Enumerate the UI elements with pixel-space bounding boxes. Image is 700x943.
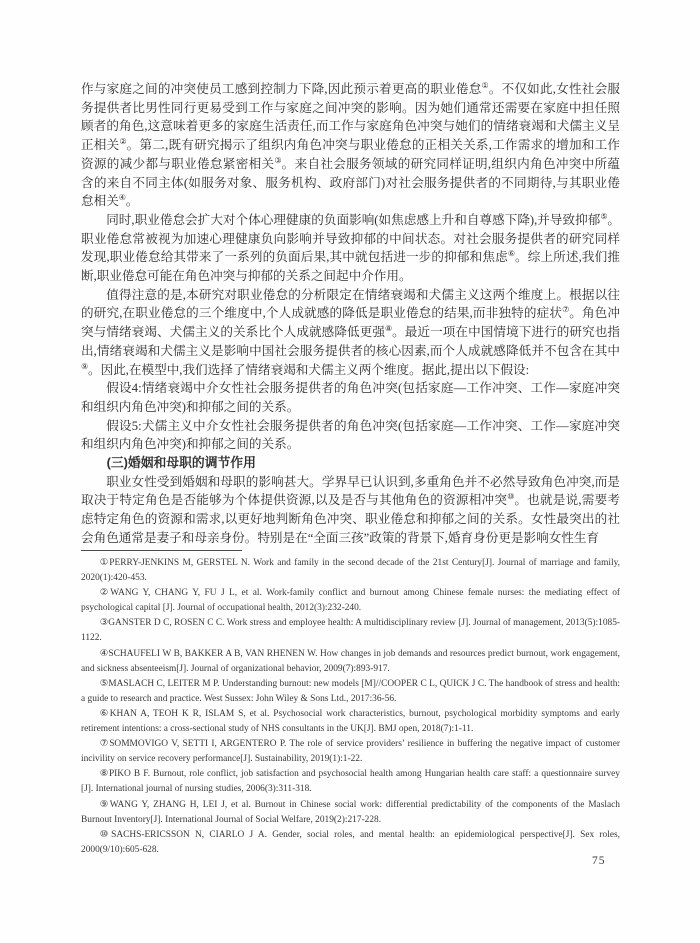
footnote-4: ④SCHAUFELI W B, BAKKER A B, VAN RHENEN W. How changes in job demands and resources predict burnout, work engagement, and sickness absenteeism[J]. Journal of organizational behavior, 2009(7):893-917. <box>81 648 620 674</box>
hypothesis-5-paragraph: 假设5:犬儒主义中介女性社会服务提供者的角色冲突(包括家庭—工作冲突、工作—家庭冲突和组织内角色冲突)和抑郁之间的关系。 <box>81 418 620 452</box>
footnote-9: ⑨WANG Y, ZHANG H, LEI J, et al. Burnout in Chinese social work: differential predictability of the components of the Maslach Burnout Inventory[J]. International Journal of Social Welfare, 2019(2):217-228. <box>81 799 620 825</box>
hypothesis-4-paragraph: 假设4:情绪衰竭中介女性社会服务提供者的角色冲突(包括家庭—工作冲突、工作—家庭冲突和组织内角色冲突)和抑郁之间的关系。 <box>81 381 620 414</box>
footnote-2: ②WANG Y, CHANG Y, FU J L, et al. Work-family conflict and burnout among Chinese female nurses: the mediating effect of psychological capital [J]. Journal of occupational health, 2012(3):232-240. <box>81 588 620 614</box>
footnote-10: ⑩SACHS-ERICSSON N, CIARLO J A. Gender, social roles, and mental health: an epidemiological perspective[J]. Sex roles, 2000(9/10):605-628. <box>81 829 620 855</box>
article-body <box>81 80 620 548</box>
body-paragraph: 同时,职业倦怠会扩大对个体心理健康的负面影响(如焦虑感上升和自尊感下降),并导致抑郁⑤。职业倦怠常被视为加速心理健康负向影响并导致抑郁的中间状态。对社会服务提供者的研究同样发现,职业倦怠给其带来了一系列的负面后果,其中就包括进一步的抑郁和焦虑⑥。综上所述,我们推断,职业倦怠可能在角色冲突与抑郁的关系之间起中介作用。 <box>81 211 620 284</box>
footnote-separator-rule <box>81 550 242 551</box>
body-paragraph: 职业女性受到婚姻和母职的影响甚大。学界早已认识到,多重角色并不必然导致角色冲突,而是取决于特定角色是否能够为个体提供资源,以及是否与其他角色的资源相冲突⑩。也就是说,需要考虑特定角色的资源和需求,以更好地判断角色冲突、职业倦怠和抑郁之间的关系。女性最突出的社会角色通常是妻子和母亲身份。特别是在“全面三孩”政策的背景下,婚育身份更是影响女性生育 <box>81 474 620 545</box>
footnote-6: ⑥KHAN A, TEOH K R, ISLAM S, et al. Psychosocial work characteristics, burnout, psychological morbidity symptoms and early retirement intentions: a cross-sectional study of NHS consultants in the UK[J]. BMJ open, 2018(7):1-11. <box>81 708 620 735</box>
footnote-3: ③GANSTER D C, ROSEN C C. Work stress and employee health: A multidisciplinary review [J]. Journal of management, 2013(5):1085-1122. <box>81 618 620 644</box>
section-heading: (三)婚姻和母职的调节作用 <box>106 455 256 471</box>
footnote-8: ⑧PIKO B F. Burnout, role conflict, job satisfaction and psychosocial health among Hungarian health care staff: a questionnaire survey [J]. International journal of nursing studies, 2006(3):311-318. <box>81 769 620 795</box>
footnote-1: ①PERRY-JENKINS M, GERSTEL N. Work and family in the second decade of the 21st Century[J]. Journal of marriage and family, 2020(1):420-453. <box>81 558 620 584</box>
footnotes-block <box>81 556 620 858</box>
body-paragraph: 值得注意的是,本研究对职业倦怠的分析限定在情绪衰竭和犬儒主义这两个维度上。根据以往的研究,在职业倦怠的三个维度中,个人成就感的降低是职业倦怠的结果,而非独特的症状⑦。角色冲突与情绪衰竭、犬儒主义的关系比个人成就感降低更强⑧。最近一项在中国情境下进行的研究也指出,情绪衰竭和犬儒主义是影响中国社会服务提供者的核心因素,而个人成就感降低并不包含在其中⑨。因此,在模型中,我们选择了情绪衰竭和犬儒主义两个维度。据此,提出以下假设: <box>81 287 621 377</box>
footnote-7: ⑦SOMMOVIGO V, SETTI I, ARGENTERO P. The role of service providers’ resilience in buffering the negative impact of customer incivility on service recovery performance[J]. Sustainability, 2019(1):1-22. <box>81 739 620 765</box>
body-paragraph-continuation: 作与家庭之间的冲突使员工感到控制力下降,因此预示着更高的职业倦怠①。不仅如此,女性社会服务提供者比男性同行更易受到工作与家庭之间冲突的影响。因为她们通常还需要在家庭中担任照顾者的角色,这意味着更多的家庭生活责任,而工作与家庭角色冲突与她们的情绪衰竭和犬儒主义呈正相关②。第二,既有研究揭示了组织内角色冲突与职业倦怠的正相关关系,工作需求的增加和工作资源的减少都与职业倦怠紧密相关③。来自社会服务领域的研究同样证明,组织内角色冲突中所蕴含的来自不同主体(如服务对象、服务机构、政府部门)对社会服务提供者的不同期待,与其职业倦怠相关④。 <box>81 80 621 209</box>
page-number: 75 <box>592 855 606 867</box>
footnote-5: ⑤MASLACH C, LEITER M P. Understanding burnout: new models [M]//COOPER C L, QUICK J C. The handbook of stress and health: a guide to research and practice. West Sussex: John Wiley & Sons Ltd., 2017:36-56. <box>81 678 620 704</box>
